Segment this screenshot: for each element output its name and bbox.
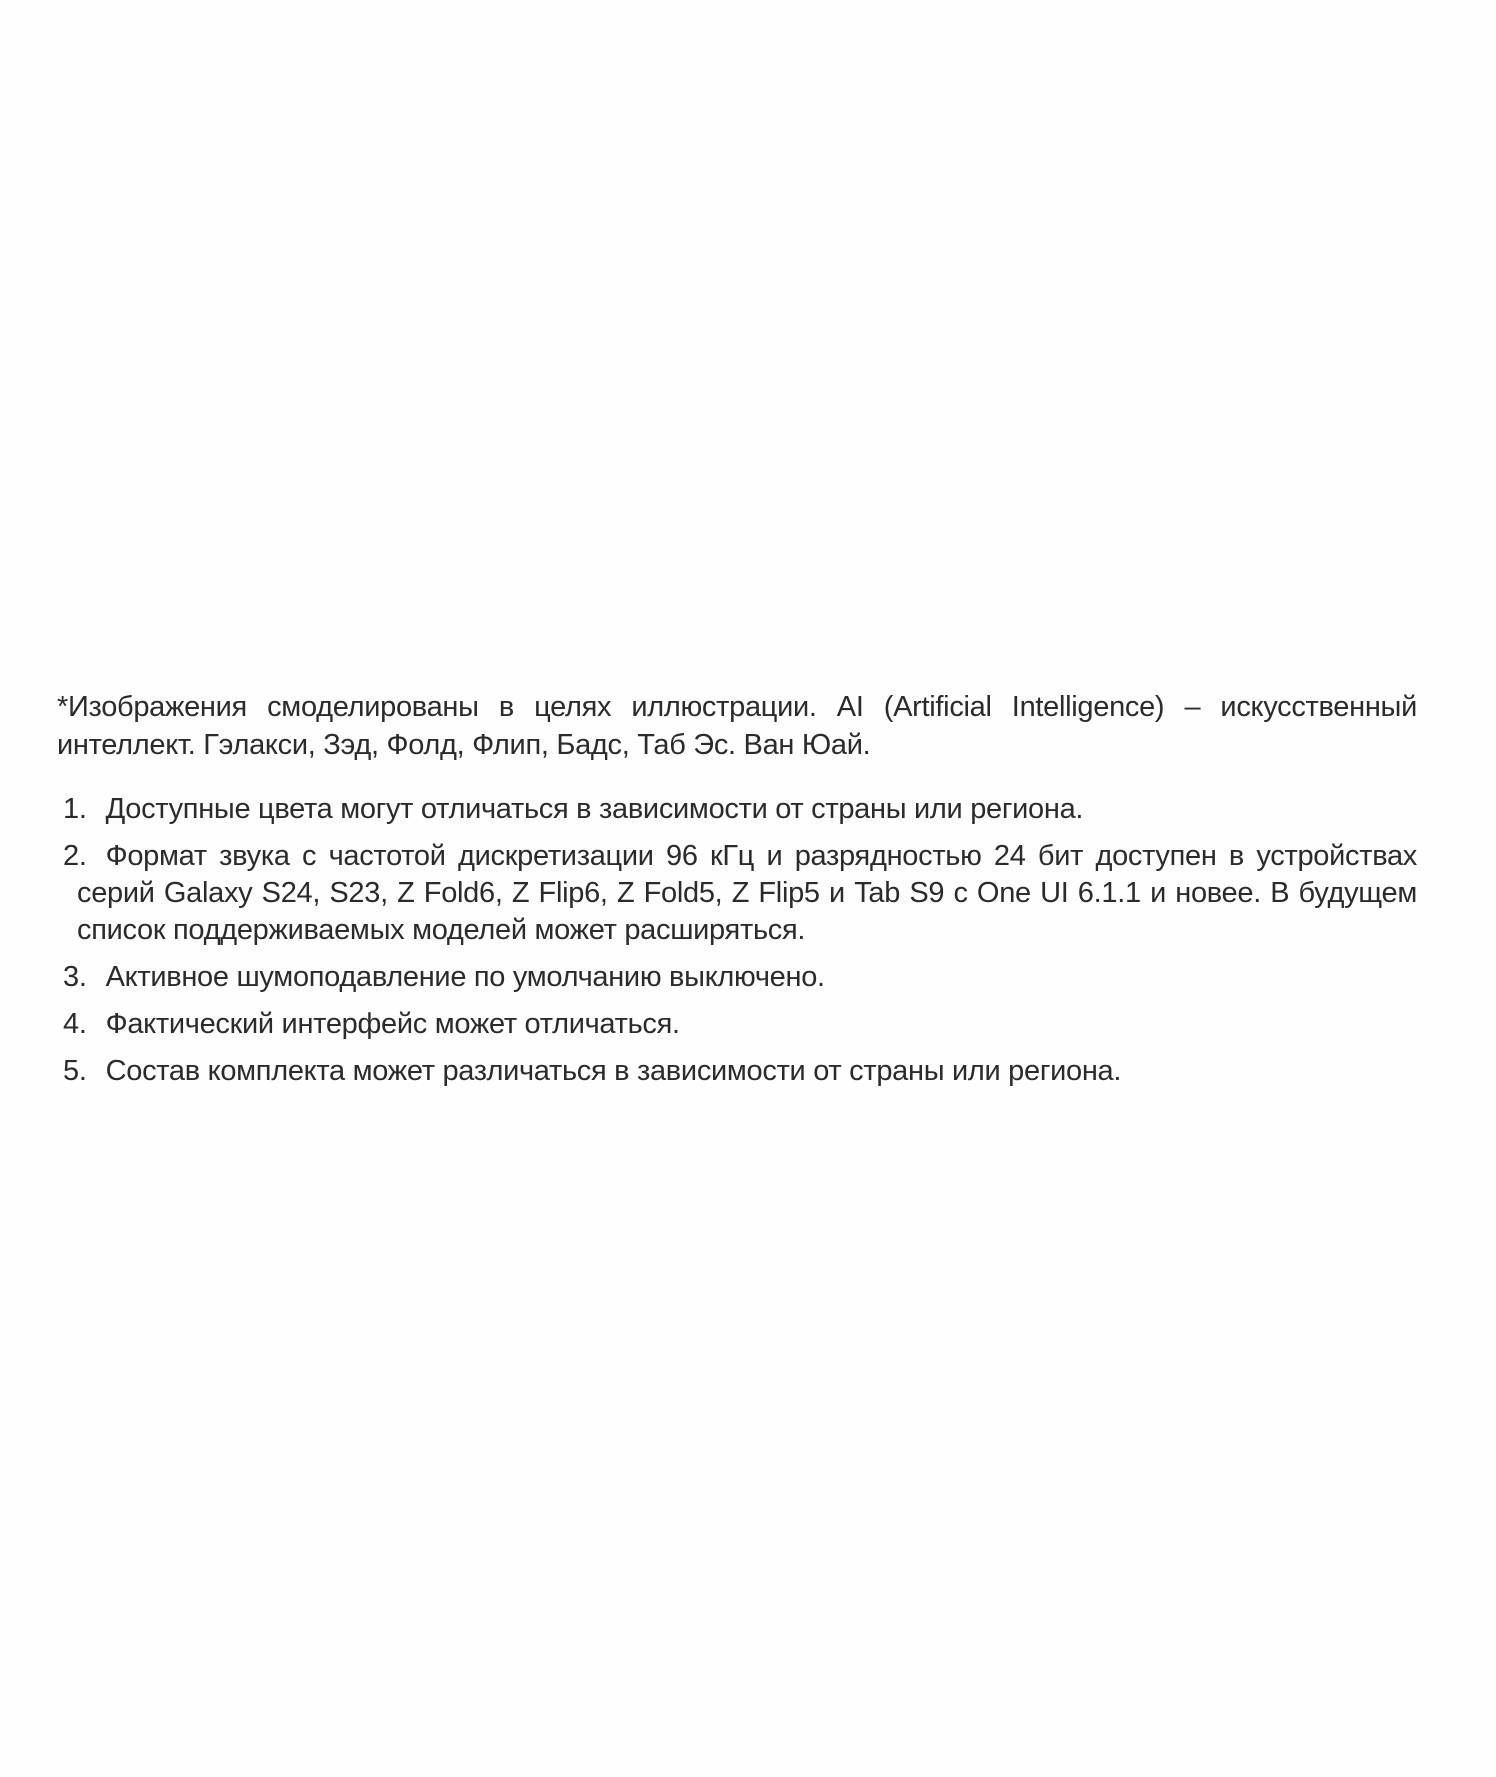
footnote-number: 2. [63,840,87,872]
footnote-list [57,791,1417,1090]
footnote-item [57,838,1417,949]
footnote-number: 4. [63,1008,87,1040]
footnote-text: Фактический интерфейс может отличаться. [105,1008,680,1040]
legal-footnotes-section [57,688,1417,1100]
footnote-number: 1. [63,793,87,825]
footnote-text: Доступные цвета могут отличаться в зависимости от страны или региона. [105,793,1084,825]
footnote-item [57,1053,1417,1090]
disclaimer-text: *Изображения смоделированы в целях иллюстрации. AI (Artificial Intelligence) – искусственный интеллект. Гэлакси, Зэд, Фолд, Флип, Бадс, Таб Эс. Ван Юай. [57,691,1417,761]
footnote-number: 3. [63,961,87,993]
footnote-item [57,959,1417,996]
footnote-item [57,1006,1417,1043]
footnote-text: Формат звука с частотой дискретизации 96 кГц и разрядностью 24 бит доступен в устройствах серий Galaxy S24, S23, Z Fold6, Z Flip6, Z Fold5, Z Flip5 и Tab S9 с One UI 6.1.1 и новее. В будущем список поддерживаемых моделей может расширяться. [77,840,1417,946]
footnote-text: Состав комплекта может различаться в зависимости от страны или региона. [105,1055,1122,1087]
footnote-text: Активное шумоподавление по умолчанию выключено. [105,961,825,993]
footnote-number: 5. [63,1055,87,1087]
footnote-item [57,791,1417,828]
